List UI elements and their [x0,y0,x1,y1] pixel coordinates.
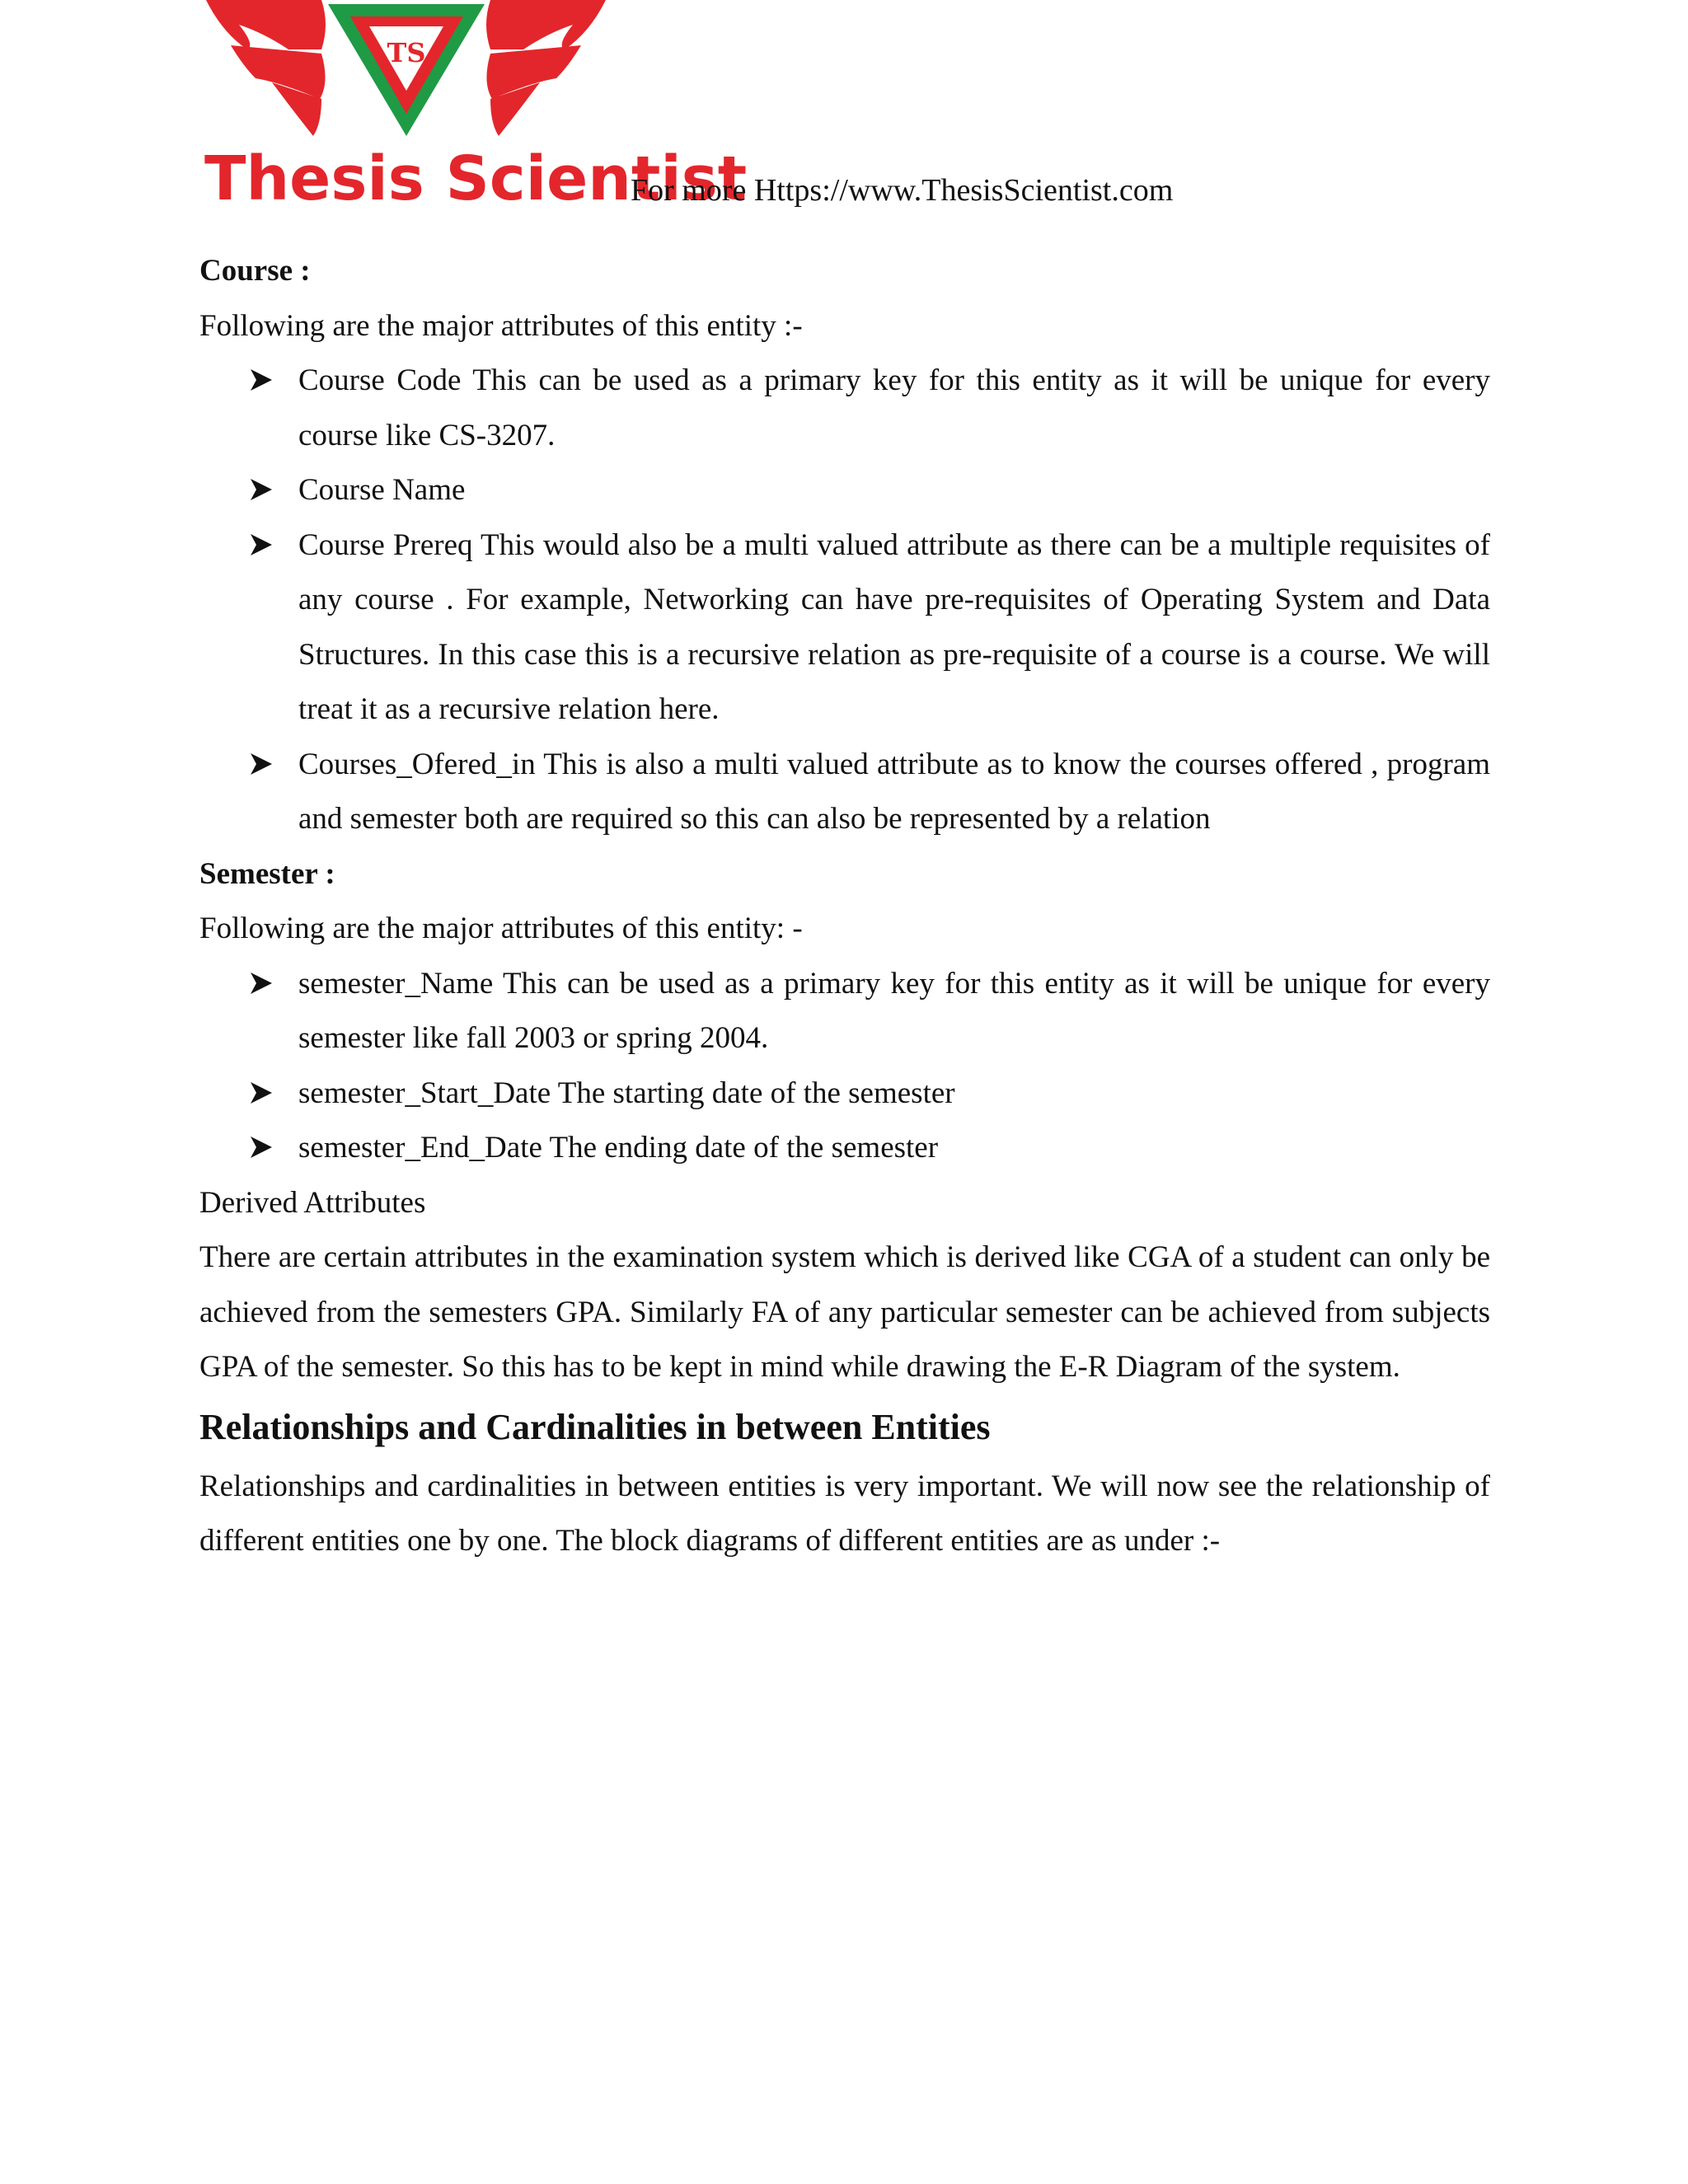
semester-attribute-list [199,957,1490,1176]
list-item-text: Course Prereq This would also be a multi valued attribute as there can be a multiple requisites of any course . For example, Networking can have pre-requisites of Operating System and Data Structures. In this case this is a recursive relation as pre-requisite of a course is a course. We will treat it as a recursive relation here. [298,527,1490,726]
arrow-bullet-icon [249,477,274,502]
semester-intro: Following are the major attributes of this entity: - [199,912,803,945]
arrow-bullet-icon [249,971,274,996]
list-item-text: semester_End_Date The ending date of the semester [298,1131,939,1165]
semester-heading: Semester : [199,856,335,891]
relationships-section-title: Relationships and Cardinalities in between Entities [199,1406,991,1447]
arrow-bullet-icon [249,368,274,392]
relationships-text: Relationships and cardinalities in between entities is very important. We will now see the relationship of different entities one by one. The block diagrams of different entities are as under :- [199,1469,1490,1558]
list-item [199,354,1490,463]
list-item [199,738,1490,847]
list-item [199,1066,1490,1122]
list-item-text: semester_Name This can be used as a primary key for this entity as it will be unique for every semester like fall 2003 or spring 2004. [298,966,1490,1055]
svg-text:TS: TS [387,37,426,68]
arrow-bullet-icon [249,532,274,557]
list-item [199,957,1490,1066]
arrow-bullet-icon [249,752,274,776]
list-item-text: Course Code This can be used as a primary key for this entity as it will be unique for every course like CS-3207. [298,363,1490,452]
course-intro: Following are the major attributes of this entity :- [199,308,803,343]
course-attribute-list [199,354,1490,847]
list-item-text: semester_Start_Date The starting date of the semester [298,1076,955,1110]
list-item [199,463,1490,518]
list-item [199,518,1490,738]
course-heading: Course : [199,254,311,288]
derived-attributes-text: There are certain attributes in the examination system which is derived like CGA of a student can only be achieved from the semesters GPA. Similarly FA of any particular semester can be achieved from subjects GPA of the semester. So this has to be kept in mind while drawing the E-R Diagram of the system. [199,1240,1490,1384]
svg-text:Thesis Scientist: Thesis Scientist [204,143,748,214]
document-body [199,244,1490,1569]
arrow-bullet-icon [249,1135,274,1160]
website-link[interactable]: For more Https://www.ThesisScientist.com [631,173,1174,208]
thesis-scientist-logo [198,0,748,214]
list-item-text: Course Name [298,473,466,507]
derived-attributes-heading: Derived Attributes [199,1185,426,1220]
arrow-bullet-icon [249,1080,274,1105]
list-item [199,1121,1490,1176]
list-item-text: Courses_Ofered_in This is also a multi valued attribute as to know the courses offered , program and semester both are required so this can also be represented by a relation [298,747,1490,836]
